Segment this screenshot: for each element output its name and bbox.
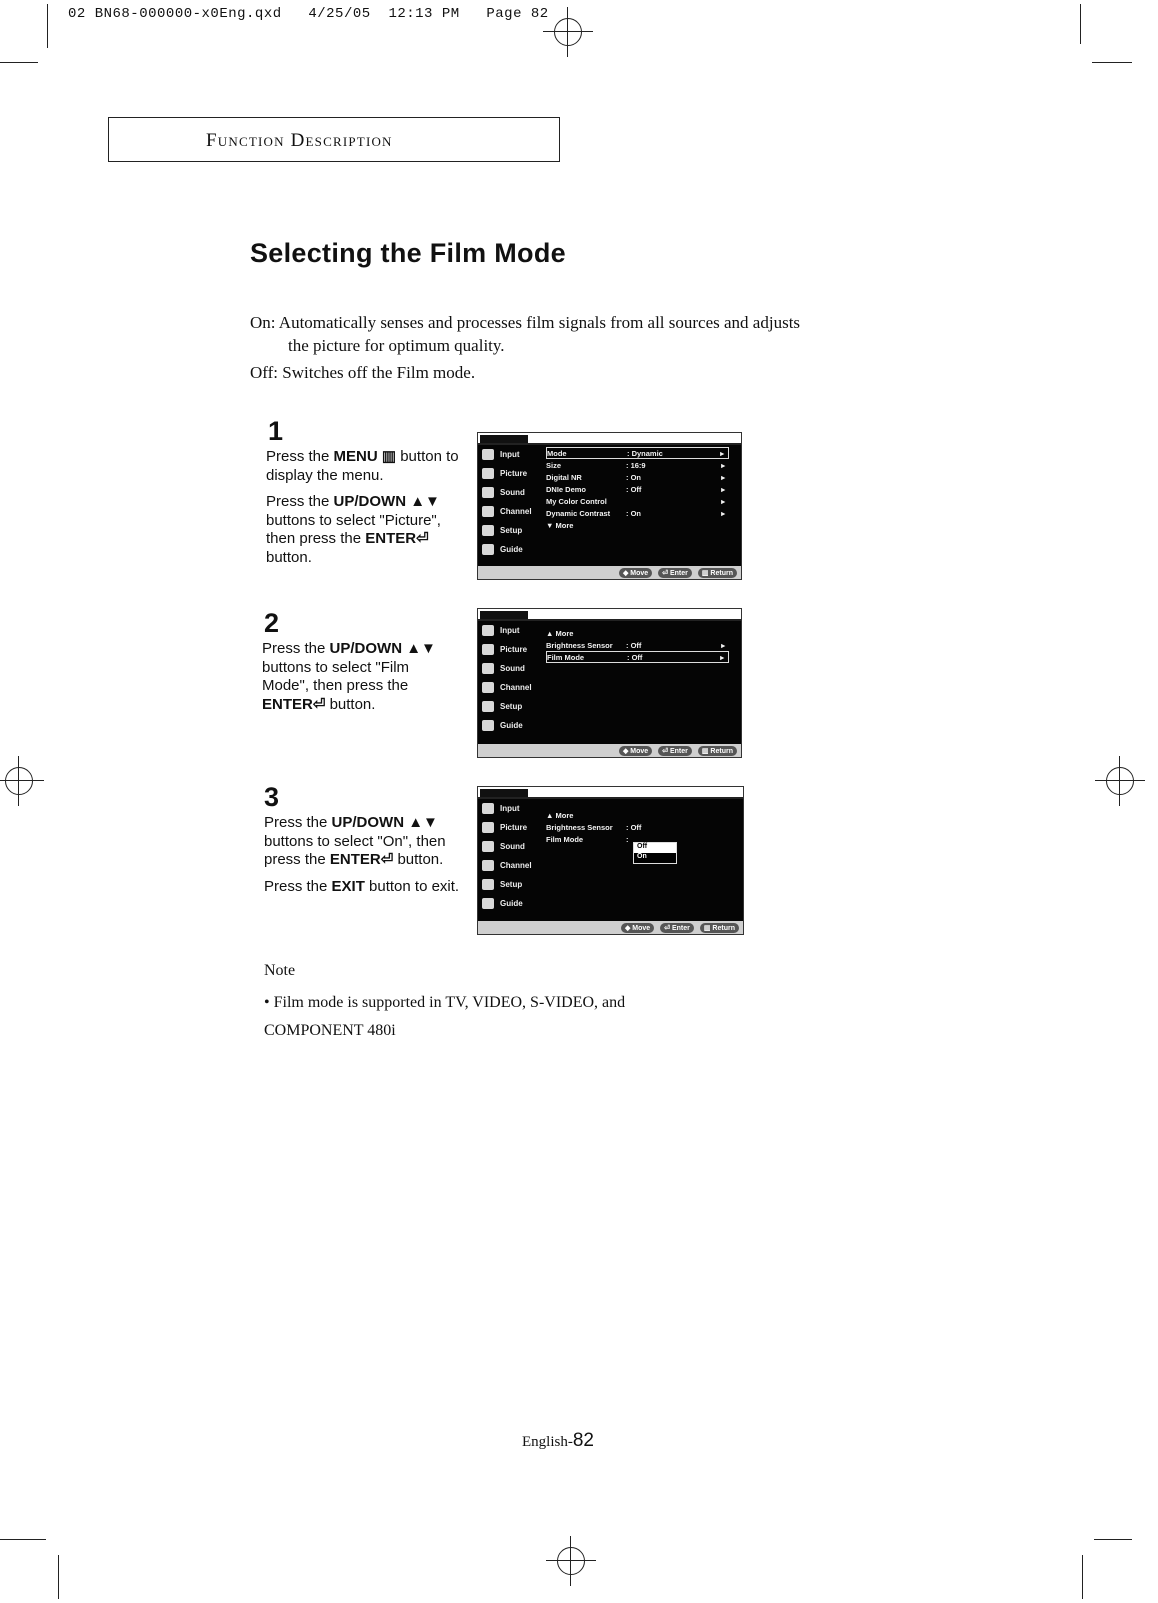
- crop-mark: [1080, 4, 1081, 44]
- enter-hint: ⏎ Enter: [658, 568, 692, 578]
- tv-menu-row: [546, 519, 729, 531]
- sound-icon: [482, 487, 494, 498]
- tv-top-bar: [478, 787, 743, 799]
- note-heading: Note: [264, 962, 296, 979]
- tv-sidebar-item-sound: [478, 483, 540, 502]
- text: button to exit.: [364, 877, 460, 895]
- tv-menu-row: [546, 651, 729, 663]
- menu-button-label: MENU ▥: [333, 448, 397, 465]
- label: Sound: [500, 842, 525, 851]
- value: : Off: [626, 640, 642, 650]
- tv-menu-screenshot-3: [477, 786, 744, 935]
- value: : 16:9: [626, 460, 646, 470]
- page-number: 82: [572, 1430, 594, 1451]
- tv-sidebar-item-setup: [478, 521, 540, 540]
- move-hint: ◆ Move: [619, 746, 652, 756]
- value: : Off: [627, 652, 643, 662]
- crop-mark: [1092, 62, 1132, 63]
- tv-sidebar: [478, 799, 540, 913]
- tv-menu-row: [546, 627, 729, 639]
- label: ▲ More: [546, 628, 574, 638]
- input-icon: [482, 625, 494, 636]
- crop-mark: [47, 4, 48, 48]
- channel-icon: [482, 860, 494, 871]
- description-on: On: Automatically senses and processes film signals from all sources and adjusts: [250, 313, 801, 332]
- print-slug: 02 BN68-000000-x0Eng.qxd 4/25/05 12:13 PM Page 82: [68, 6, 549, 22]
- label: Digital NR: [546, 472, 582, 482]
- tv-sidebar-item-guide: [478, 540, 540, 559]
- label: Picture: [500, 645, 528, 654]
- text: Press the: [264, 877, 332, 895]
- tv-menu-row: [546, 639, 729, 651]
- option-off: Off: [634, 843, 676, 853]
- input-icon: [482, 449, 494, 460]
- label: Guide: [500, 721, 523, 730]
- arrow-right-icon: ▸: [721, 508, 725, 518]
- tv-tab: [480, 435, 528, 443]
- crop-mark: [1094, 1539, 1132, 1540]
- step-3-paragraph-2: [264, 878, 469, 897]
- text: Press the: [266, 493, 334, 510]
- up-down-button-label: UP/DOWN ▲▼: [329, 640, 436, 657]
- up-down-button-label: UP/DOWN ▲▼: [333, 493, 440, 510]
- text: button.: [325, 695, 376, 713]
- tv-sidebar-item-picture: [478, 818, 540, 837]
- description-on-cont: the picture for optimum quality.: [288, 336, 505, 355]
- step-number: 3: [264, 782, 280, 812]
- arrow-right-icon: ▸: [721, 640, 725, 650]
- tv-menu-screenshot-1: [477, 432, 742, 580]
- tv-sidebar: [478, 621, 540, 735]
- return-hint: ▥ Return: [700, 923, 739, 933]
- label: Channel: [500, 683, 532, 692]
- guide-icon: [482, 544, 494, 555]
- step-3-text: [264, 814, 469, 904]
- description-off: Off: Switches off the Film mode.: [250, 363, 476, 382]
- channel-icon: [482, 682, 494, 693]
- label: Film Mode: [546, 834, 584, 844]
- label: Brightness Sensor: [546, 640, 613, 650]
- sound-icon: [482, 841, 494, 852]
- registration-mark-icon: [5, 767, 33, 795]
- tv-menu-list: [546, 809, 731, 845]
- text: buttons to select "Picture", then press the: [266, 511, 441, 547]
- label: Guide: [500, 899, 523, 908]
- registration-mark-icon: [557, 1547, 585, 1575]
- crop-mark: [0, 62, 38, 63]
- registration-mark-icon: [1106, 767, 1134, 795]
- label: Input: [500, 450, 520, 459]
- tv-menu-screenshot-2: [477, 608, 742, 758]
- picture-icon: [482, 822, 494, 833]
- text: buttons to select "Film Mode", then press the: [262, 658, 410, 694]
- value: : On: [626, 508, 641, 518]
- enter-button-label: ENTER⏎: [262, 695, 326, 713]
- step-1-paragraph-2: [266, 493, 466, 567]
- return-hint: ▥ Return: [698, 746, 737, 756]
- text: Press the: [266, 448, 334, 465]
- step-2-paragraph-1: [262, 640, 452, 714]
- guide-icon: [482, 898, 494, 909]
- value: : Off: [626, 484, 642, 494]
- tv-bottom-bar: [478, 744, 741, 757]
- footer-language: English-: [522, 1434, 573, 1450]
- label: DNIe Demo: [546, 484, 587, 494]
- label: ▲ More: [546, 810, 574, 820]
- return-hint: ▥ Return: [698, 568, 737, 578]
- move-hint: ◆ Move: [619, 568, 652, 578]
- label: Sound: [500, 664, 525, 673]
- crop-mark: [1082, 1555, 1083, 1599]
- arrow-right-icon: ▸: [720, 448, 724, 458]
- text: Press the: [264, 814, 332, 831]
- text: Press the: [262, 640, 330, 657]
- input-icon: [482, 803, 494, 814]
- label: Dynamic Contrast: [546, 508, 611, 518]
- picture-icon: [482, 468, 494, 479]
- step-1-text: [266, 448, 466, 575]
- tv-menu-list: [546, 447, 729, 531]
- text: button.: [266, 548, 312, 566]
- picture-icon: [482, 644, 494, 655]
- sound-icon: [482, 663, 494, 674]
- label: Channel: [500, 507, 532, 516]
- label: Mode: [547, 448, 567, 458]
- label: Channel: [500, 861, 532, 870]
- crop-mark: [0, 1539, 46, 1540]
- label: Picture: [500, 469, 528, 478]
- tv-tab: [480, 789, 528, 797]
- exit-button-label: EXIT: [331, 877, 365, 895]
- tv-sidebar-item-channel: [478, 502, 540, 521]
- tv-bottom-bar: [478, 921, 743, 934]
- tv-tab: [480, 611, 528, 619]
- tv-menu-row: [546, 809, 731, 821]
- arrow-right-icon: ▸: [721, 460, 725, 470]
- arrow-right-icon: ▸: [721, 496, 725, 506]
- step-1-paragraph-1: [266, 448, 466, 485]
- label: Brightness Sensor: [546, 822, 613, 832]
- text: button.: [393, 851, 444, 868]
- tv-sidebar-item-setup: [478, 875, 540, 894]
- arrow-right-icon: ▸: [721, 484, 725, 494]
- label: Input: [500, 804, 520, 813]
- film-mode-options-popup: [633, 842, 677, 864]
- step-2-text: [262, 640, 452, 722]
- tv-sidebar-item-picture: [478, 464, 540, 483]
- crop-mark: [58, 1555, 59, 1599]
- tv-sidebar-item-guide: [478, 716, 540, 735]
- label: Size: [546, 460, 562, 470]
- value: : Dynamic: [627, 448, 663, 458]
- move-hint: ◆ Move: [621, 923, 654, 933]
- page-footer: [522, 1430, 594, 1452]
- setup-icon: [482, 701, 494, 712]
- option-on: On: [637, 853, 647, 860]
- registration-mark-icon: [554, 18, 582, 46]
- setup-icon: [482, 525, 494, 536]
- guide-icon: [482, 720, 494, 731]
- tv-sidebar-item-input: [478, 799, 540, 818]
- label: Guide: [500, 545, 523, 554]
- tv-sidebar: [478, 445, 540, 559]
- tv-sidebar-item-channel: [478, 856, 540, 875]
- tv-bottom-bar: [478, 566, 741, 579]
- label: Input: [500, 626, 520, 635]
- label: Setup: [500, 526, 523, 535]
- label: Setup: [500, 880, 523, 889]
- enter-hint: ⏎ Enter: [658, 746, 692, 756]
- tv-top-bar: [478, 609, 741, 621]
- setup-icon: [482, 879, 494, 890]
- label: Film Mode: [547, 652, 585, 662]
- label: Picture: [500, 823, 528, 832]
- tv-sidebar-item-sound: [478, 659, 540, 678]
- page-title: Selecting the Film Mode: [250, 238, 566, 268]
- tv-sidebar-item-picture: [478, 640, 540, 659]
- enter-button-label: ENTER⏎: [365, 530, 429, 547]
- tv-sidebar-item-guide: [478, 894, 540, 913]
- tv-menu-row: [546, 459, 729, 471]
- tv-menu-row: [546, 495, 729, 507]
- label: Setup: [500, 702, 523, 711]
- tv-sidebar-item-input: [478, 445, 540, 464]
- enter-button-label: ENTER⏎: [329, 851, 394, 868]
- value: :: [626, 834, 629, 844]
- section-header: Function Description: [206, 130, 393, 151]
- tv-menu-row: [546, 447, 729, 459]
- text: buttons to select "On", then press the: [264, 832, 446, 868]
- tv-menu-row: [546, 483, 729, 495]
- channel-icon: [482, 506, 494, 517]
- step-number: 1: [268, 416, 284, 446]
- tv-menu-row: [546, 507, 729, 519]
- value: : Off: [626, 822, 642, 832]
- note-text: • Film mode is supported in TV, VIDEO, S-VIDEO, and COMPONENT 480i: [264, 994, 626, 1039]
- step-3-paragraph-1: [264, 814, 469, 870]
- label: My Color Control: [546, 496, 607, 506]
- label: ▼ More: [546, 520, 574, 530]
- enter-hint: ⏎ Enter: [660, 923, 694, 933]
- up-down-button-label: UP/DOWN ▲▼: [331, 814, 438, 831]
- step-number: 2: [264, 608, 280, 638]
- tv-menu-row: [546, 821, 731, 833]
- label: Sound: [500, 488, 525, 497]
- tv-menu-row: [546, 471, 729, 483]
- tv-sidebar-item-input: [478, 621, 540, 640]
- tv-sidebar-item-sound: [478, 837, 540, 856]
- tv-top-bar: [478, 433, 741, 445]
- text: button to display the menu.: [266, 448, 459, 484]
- arrow-right-icon: ▸: [720, 652, 724, 662]
- value: : On: [626, 472, 641, 482]
- tv-sidebar-item-setup: [478, 697, 540, 716]
- arrow-right-icon: ▸: [721, 472, 725, 482]
- tv-sidebar-item-channel: [478, 678, 540, 697]
- tv-menu-list: [546, 627, 729, 663]
